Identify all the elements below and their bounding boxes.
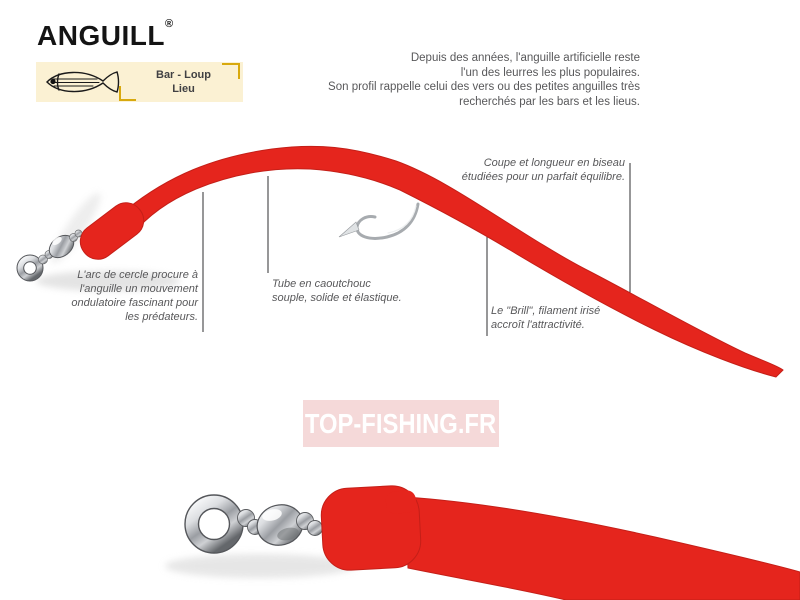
annotation-coupe [415,156,625,184]
intro-text [290,51,640,109]
annotation-line: étudiées pour un parfait équilibre. [461,171,625,183]
annotation-line: Le "Brill", filament irisé [491,305,601,317]
main-lure-illustration [17,146,783,377]
annotation-tube [272,277,432,305]
page-title [37,18,174,52]
watermark-band [303,400,499,447]
species-box [36,62,243,102]
annotation-line: ondulatoire fascinant pour [71,297,198,309]
annotation-arc [58,268,198,324]
product-name: ANGUILL [37,20,165,51]
hook-icon [339,204,418,238]
species-labels [131,68,236,96]
lure-body-closeup [320,484,800,600]
fish-icon [42,65,120,99]
annotation-line: Coupe et longueur en biseau [483,157,625,169]
annotation-line: souple, solide et élastique. [272,292,402,304]
annotation-line: l'anguille un mouvement [79,283,198,295]
intro-line: Depuis des années, l'anguille artificielle reste [410,52,640,64]
intro-line: Son profil rappelle celui des vers ou des petites anguilles très [328,81,640,93]
annotation-line: L'arc de cercle procure à [77,269,198,281]
intro-line: recherchés par les bars et les lieus. [459,95,640,108]
annotation-line: Tube en caoutchouc [272,278,371,290]
annotation-line: accroît l'attractivité. [491,319,585,331]
species-line-2: Lieu [172,83,195,95]
species-line-1: Bar - Loup [156,69,211,81]
annotation-line: les prédateurs. [125,311,198,323]
swivel-closeup [185,495,323,553]
annotation-brill [491,304,651,332]
watermark-text: TOP-FISHING.FR [305,407,497,439]
corner-bracket-bottom-left [119,86,136,101]
registered-mark: ® [164,18,174,30]
corner-bracket-top-right [222,63,240,79]
intro-line: l'un des leurres les plus populaires. [460,66,640,79]
lure-closeup [165,484,800,600]
